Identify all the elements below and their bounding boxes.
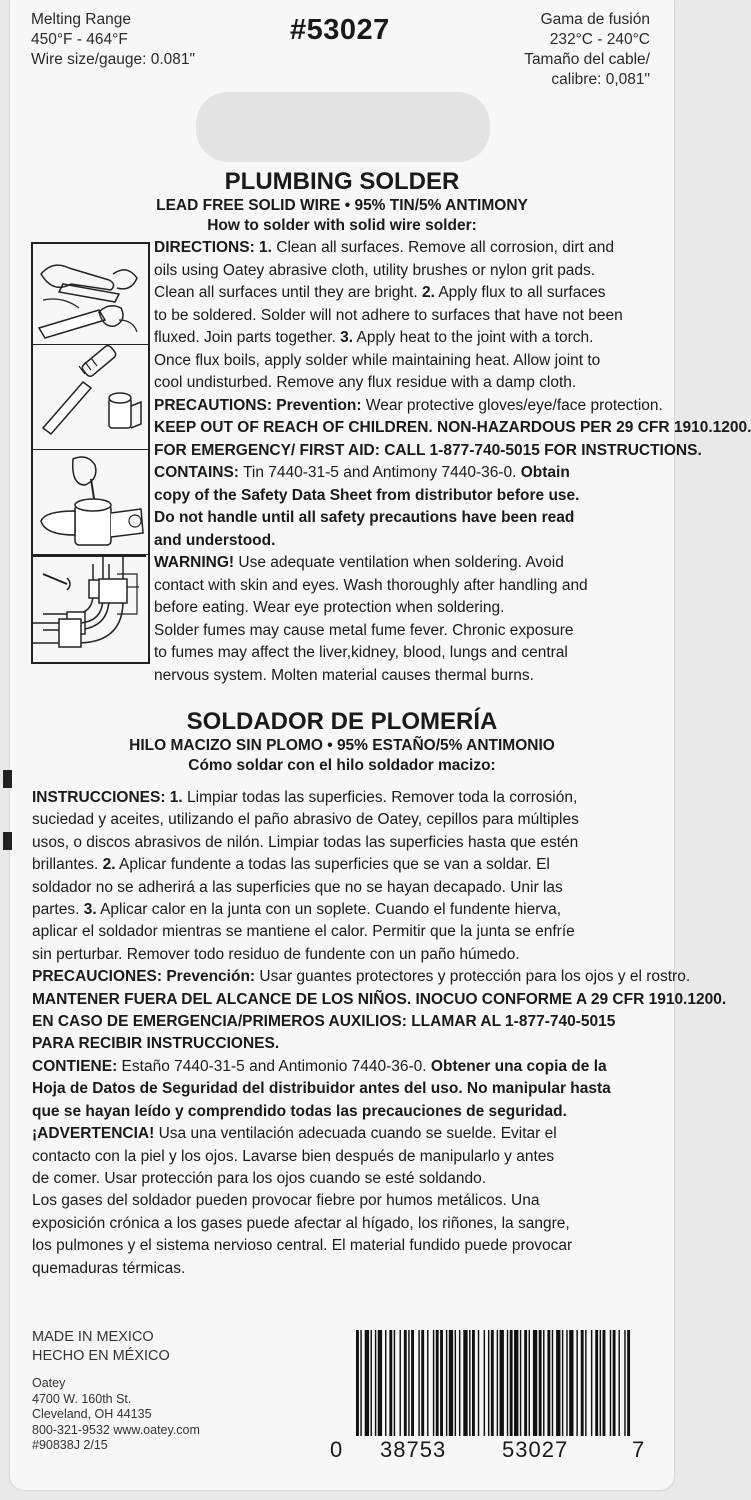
barcode-bar — [371, 1330, 372, 1436]
text-line — [32, 921, 662, 943]
barcode-bar — [507, 1330, 508, 1436]
text: contacto con la piel y los ojos. Lavarse bien después de manipularlo y antes — [32, 1147, 555, 1165]
flux-apply-icon — [33, 449, 148, 555]
barcode-bar — [524, 1330, 527, 1436]
barcode-bar — [627, 1330, 630, 1436]
text: nervous system. Molten material causes thermal burns. — [154, 666, 534, 684]
barcode-bar — [510, 1330, 513, 1436]
barcode-bar — [360, 1330, 361, 1436]
text: contact with skin and eyes. Wash thoroughly after handling and — [154, 576, 588, 594]
company-address: Oatey 4700 W. 160th St. Cleveland, OH 44135 800-321-9532 www.oatey.com #90838J 2/15 — [32, 1376, 200, 1452]
text: Apply flux to all surfaces — [434, 284, 606, 301]
text-line — [154, 327, 654, 350]
text: Usar guantes protectores y protección para los ojos y el rostro. — [255, 968, 691, 986]
barcode-bar — [562, 1330, 563, 1436]
bold-text: FOR EMERGENCY/ FIRST AID: CALL 1-877-740-5015 FOR INSTRUCTIONS. — [154, 441, 702, 459]
barcode-bar — [436, 1330, 439, 1436]
barcode-bar — [394, 1330, 395, 1436]
barcode-bar — [566, 1330, 567, 1436]
text-line — [154, 597, 654, 620]
text-line — [32, 899, 662, 921]
text-line — [32, 1235, 662, 1257]
text-line — [32, 877, 662, 899]
text: Limpiar todas las superficies. Remover toda la corrosión, — [182, 789, 578, 806]
text-line — [32, 1213, 662, 1235]
text-line — [154, 282, 654, 305]
barcode-bar — [600, 1330, 601, 1436]
text: oils using Oatey abrasive cloth, utility brushes or nylon grit pads. — [154, 261, 596, 279]
text-line — [32, 854, 662, 876]
text: Clean all surfaces. Remove all corrosion, dirt and — [271, 239, 614, 256]
barcode-bar — [514, 1330, 518, 1436]
barcode-bar — [411, 1330, 414, 1436]
text-line — [32, 1101, 662, 1123]
text: Los gases del soldador pueden provocar fiebre por humos metálicos. Una — [32, 1192, 540, 1210]
text-line — [154, 642, 654, 665]
text-line — [32, 832, 662, 854]
text: quemaduras térmicas. — [32, 1259, 186, 1277]
barcode-bar — [610, 1330, 611, 1436]
hang-hole — [196, 92, 490, 162]
bold-text: copy of the Safety Data Sheet from distributor before use. — [154, 486, 580, 504]
bold-text: PRECAUTIONS: Prevention: — [154, 396, 362, 414]
barcode-bar — [543, 1330, 544, 1436]
text-line — [154, 305, 654, 328]
bold-text: 2. — [421, 284, 435, 301]
barcode-bar — [455, 1330, 456, 1436]
brush-fitting-icon — [33, 344, 148, 450]
bold-text: and understood. — [154, 531, 276, 549]
text: aplicar el soldador mientras se mantiene el calor. Permitir que la junta se enfríe — [32, 923, 575, 941]
barcode-bar — [603, 1330, 606, 1436]
barcode-bar — [385, 1330, 386, 1436]
text-line — [32, 989, 727, 1011]
bold-text: CONTIENE: — [32, 1057, 118, 1075]
barcode-bar — [500, 1330, 504, 1436]
text: Aplicar calor en la junta con un soplete. Cuando el fundente hierva, — [96, 901, 562, 919]
barcode-bar — [595, 1330, 598, 1436]
sku-number: #53027 — [290, 14, 390, 46]
text: sin perturbar. Remover todo residuo de fundente con un paño húmedo. — [32, 945, 520, 963]
barcode-bar — [539, 1330, 542, 1436]
text: cool undisturbed. Remove any flux residue with a damp cloth. — [154, 374, 577, 391]
text: partes. — [32, 901, 84, 919]
cleaning-icon — [33, 244, 148, 345]
bold-text: CONTAINS: — [154, 464, 239, 481]
barcode-bar — [421, 1330, 424, 1436]
barcode-bar — [463, 1330, 467, 1436]
directions-en — [154, 237, 751, 687]
barcode-bar — [472, 1330, 475, 1436]
text: brillantes. — [32, 856, 103, 874]
title-en: PLUMBING SOLDER — [224, 168, 460, 195]
bold-text: INSTRUCCIONES: 1. — [32, 789, 183, 806]
text: Aplicar fundente a todas las superficies que se van a soldar. El — [115, 856, 550, 874]
text-line — [154, 530, 654, 553]
barcode-bar — [497, 1330, 498, 1436]
bold-text: Obtain — [520, 464, 570, 481]
text: soldador no se adherirá a las superficies que no se hayan decapado. Unir las — [32, 878, 563, 896]
text: Once flux boils, apply solder while maintaining heat. Allow joint to — [154, 351, 601, 369]
barcode-bar — [484, 1330, 485, 1436]
text-line — [32, 1146, 662, 1168]
barcode-bar — [408, 1330, 409, 1436]
barcode-bar — [576, 1330, 577, 1436]
bold-text: PRECAUCIONES: Prevención: — [32, 968, 256, 986]
barcode-check-digit: 7 — [632, 1437, 646, 1462]
barcode-bar — [478, 1330, 479, 1436]
barcode-bar — [618, 1330, 619, 1436]
barcode-bar — [547, 1330, 550, 1436]
registration-mark — [3, 770, 12, 788]
text: Clean all surfaces until they are bright. — [154, 284, 422, 301]
text-line — [32, 944, 662, 966]
barcode-bar — [469, 1330, 470, 1436]
text: Usa una ventilación adecuada cuando se suelde. Evitar el — [154, 1125, 557, 1143]
barcode-lead-digit: 0 — [330, 1437, 344, 1462]
barcode-bar — [585, 1330, 586, 1436]
text-line — [32, 966, 691, 988]
text-line — [32, 1123, 662, 1145]
barcode-bar — [488, 1330, 489, 1436]
melting-range-es: Gama de fusión 232°C - 240°C Tamaño del cable/ calibre: 0,081" — [524, 11, 650, 88]
text: usos, o discos abrasivos de nilón. Limpiar todas las superficies hasta que estén — [32, 833, 579, 851]
barcode-bar — [591, 1330, 592, 1436]
bold-text: MANTENER FUERA DEL ALCANCE DE LOS NIÑOS. INOCUO CONFORME A 29 CFR 1910.1200. — [32, 990, 727, 1008]
text-line — [154, 350, 654, 373]
barcode-bar — [552, 1330, 553, 1436]
text: fluxed. Join parts together. — [154, 329, 341, 346]
text-line — [154, 575, 654, 598]
text-line — [32, 1056, 662, 1078]
text-line — [32, 1168, 662, 1190]
text: before eating. Wear eye protection when soldering. — [154, 599, 505, 616]
text-line — [32, 1258, 662, 1280]
barcode-left-digits: 38753 — [380, 1437, 447, 1462]
barcode-bar — [569, 1330, 573, 1436]
text: de comer. Usar protección para los ojos cuando se esté soldando. — [32, 1169, 487, 1187]
text-line — [154, 552, 654, 575]
barcode-bar — [356, 1330, 359, 1436]
barcode-bar — [400, 1330, 401, 1436]
barcode-bar — [449, 1330, 453, 1436]
text: Solder fumes may cause metal fume fever. Chronic exposure — [154, 621, 574, 639]
text-line — [32, 1078, 662, 1100]
barcode-bar — [440, 1330, 443, 1436]
text: exposición crónica a los gases puede afectar al hígado, los riñones, la sangre, — [32, 1214, 570, 1232]
barcode-bar — [375, 1330, 376, 1436]
text: to fumes may affect the liver,kidney, blood, lungs and central — [154, 644, 568, 661]
solder-joint-icon — [33, 557, 146, 663]
text: suciedad y aceites, utilizando el paño abrasivo de Oatey, cepillos para múltiples — [32, 811, 579, 829]
howto-en: How to solder with solid wire solder: — [207, 217, 477, 234]
melting-range-en: Melting Range 450°F - 464°F Wire size/gauge: 0.081" — [31, 11, 196, 68]
barcode-bar — [389, 1330, 392, 1436]
barcode-bar — [533, 1330, 537, 1436]
barcode — [356, 1330, 628, 1436]
bold-text: DIRECTIONS: 1. — [154, 239, 272, 256]
bold-text: Obtener una copia de la — [430, 1057, 607, 1075]
title-es: SOLDADOR DE PLOMERÍA — [186, 708, 498, 735]
text: Wear protective gloves/eye/face protection. — [361, 396, 663, 414]
text: Apply heat to the joint with a torch. — [353, 329, 594, 346]
barcode-bar — [529, 1330, 530, 1436]
text: los pulmones y el sistema nervioso central. El material fundido puede provocar — [32, 1237, 573, 1255]
bold-text: 3. — [83, 901, 97, 919]
barcode-bar — [365, 1330, 369, 1436]
bold-text: Do not handle until all safety precautions have been read — [154, 509, 575, 526]
registration-mark — [3, 832, 12, 850]
text-line — [154, 260, 654, 283]
barcode-bar — [624, 1330, 625, 1436]
barcode-bar — [581, 1330, 584, 1436]
subtitle-en: LEAD FREE SOLID WIRE • 95% TIN/5% ANTIMONY — [156, 197, 528, 214]
bold-text: que se hayan leído y comprendido todas las precauciones de seguridad. — [32, 1102, 567, 1120]
bold-text: 3. — [340, 329, 354, 346]
text: Use adequate ventilation when soldering. Avoid — [234, 554, 564, 571]
text-line — [154, 395, 663, 418]
barcode-bar — [613, 1330, 616, 1436]
text-line — [154, 417, 751, 440]
barcode-bar — [491, 1330, 494, 1436]
text: Tin 7440-31-5 and Antimony 7440-36-0. — [238, 464, 521, 481]
barcode-right-digits: 53027 — [502, 1437, 569, 1462]
text-line — [154, 507, 654, 530]
bold-text: PARA RECIBIR INSTRUCCIONES. — [32, 1035, 280, 1053]
bold-text: EN CASO DE EMERGENCIA/PRIMEROS AUXILIOS: LLAMAR AL 1-877-740-5015 — [32, 1013, 616, 1031]
barcode-bar — [427, 1330, 428, 1436]
text-line — [154, 665, 654, 688]
text-line — [32, 1190, 662, 1212]
text-line — [154, 620, 654, 643]
country-of-origin: MADE IN MEXICO HECHO EN MÉXICO — [32, 1329, 170, 1364]
text: Estaño 7440-31-5 and Antimonio 7440-36-0. — [117, 1057, 431, 1075]
barcode-bar — [404, 1330, 407, 1436]
barcode-bar — [446, 1330, 447, 1436]
text-line — [154, 237, 654, 260]
barcode-bar — [520, 1330, 521, 1436]
barcode-bar — [433, 1330, 434, 1436]
text-line — [32, 787, 662, 809]
text: to be soldered. Solder will not adhere to surfaces that have not been — [154, 306, 623, 324]
bold-text: Hoja de Datos de Seguridad del distribuidor antes del uso. No manipular hasta — [32, 1080, 611, 1098]
bold-text: WARNING! — [154, 554, 235, 571]
subtitle-es: HILO MACIZO SIN PLOMO • 95% ESTAÑO/5% ANTIMONIO — [129, 737, 555, 754]
text-line — [32, 1033, 662, 1055]
barcode-bar — [378, 1330, 382, 1436]
text-line — [154, 372, 654, 395]
text-line — [32, 809, 662, 831]
barcode-bar — [556, 1330, 560, 1436]
text-line — [154, 485, 654, 508]
barcode-bar — [418, 1330, 419, 1436]
bold-text: ¡ADVERTENCIA! — [32, 1125, 155, 1143]
bold-text: KEEP OUT OF REACH OF CHILDREN. NON-HAZARDOUS PER 29 CFR 1910.1200. — [154, 419, 751, 436]
howto-es: Cómo soldar con el hilo soldador macizo: — [188, 757, 496, 774]
text-line — [154, 462, 654, 485]
directions-es — [32, 787, 727, 1280]
bold-text: 2. — [102, 856, 116, 874]
barcode-bar — [459, 1330, 460, 1436]
text-line — [154, 440, 702, 463]
text-line — [32, 1011, 662, 1033]
